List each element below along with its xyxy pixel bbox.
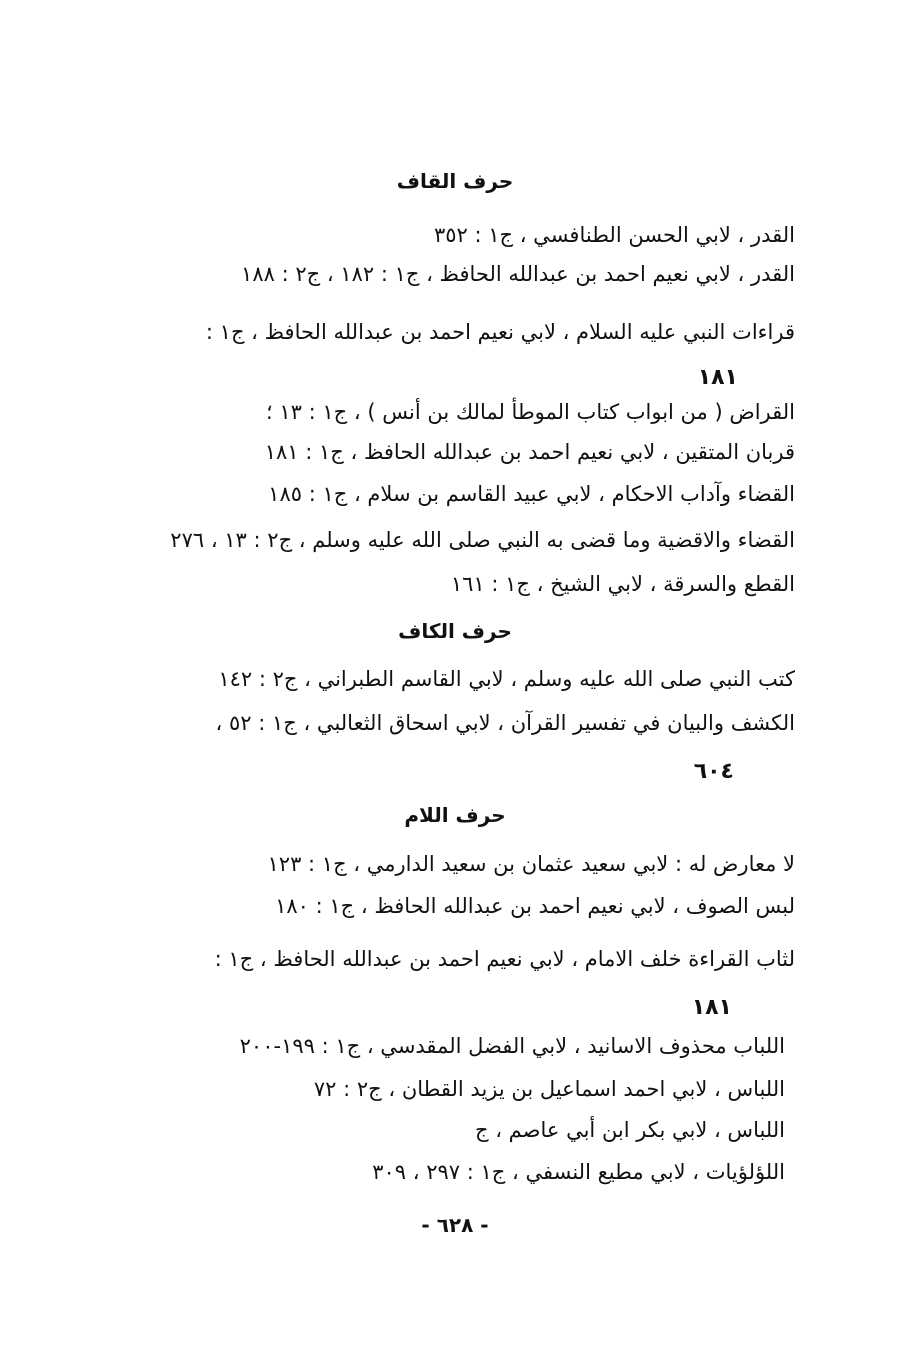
section-heading-lam: حرف اللام — [404, 803, 506, 827]
index-entry-continuation: ١٨١ — [691, 995, 732, 1020]
index-entry-continuation: ٦٠٤ — [693, 759, 734, 784]
index-entry: قراءات النبي عليه السلام ، لابي نعيم احمد بن عبدالله الحافظ ، ج١ : — [205, 320, 795, 344]
index-entry: اللؤلؤيات ، لابي مطيع النسفي ، ج١ : ٢٩٧ ، ٣٠٩ — [372, 1160, 785, 1184]
section-heading-qaf: حرف القاف — [396, 169, 514, 193]
index-entry: القطع والسرقة ، لابي الشيخ ، ج١ : ١٦١ — [450, 572, 795, 596]
index-entry: القضاء والاقضية وما قضى به النبي صلى الله عليه وسلم ، ج٢ : ١٣ ، ٢٧٦ — [170, 528, 795, 552]
index-entry: اللباس ، لابي بكر ابن أبي عاصم ، ج — [474, 1118, 785, 1142]
index-entry: كتب النبي صلى الله عليه وسلم ، لابي القاسم الطبراني ، ج٢ : ١٤٢ — [218, 667, 795, 691]
index-entry: القدر ، لابي نعيم احمد بن عبدالله الحافظ ، ج١ : ١٨٢ ، ج٢ : ١٨٨ — [241, 262, 795, 286]
index-entry: الكشف والبيان في تفسير القرآن ، لابي اسحاق الثعالبي ، ج١ : ٥٢ ، — [215, 711, 795, 735]
index-entry: القراض ( من ابواب كتاب الموطأ لمالك بن أنس ) ، ج١ : ١٣ ؛ — [266, 400, 795, 424]
index-entry: القضاء وآداب الاحكام ، لابي عبيد القاسم بن سلام ، ج١ : ١٨٥ — [268, 482, 795, 506]
index-entry: لبس الصوف ، لابي نعيم احمد بن عبدالله الحافظ ، ج١ : ١٨٠ — [275, 894, 795, 918]
index-entry: اللباس ، لابي احمد اسماعيل بن يزيد القطان ، ج٢ : ٧٢ — [313, 1077, 785, 1101]
index-entry: قربان المتقين ، لابي نعيم احمد بن عبدالله الحافظ ، ج١ : ١٨١ — [264, 440, 795, 464]
index-entry: لثاب القراءة خلف الامام ، لابي نعيم احمد بن عبدالله الحافظ ، ج١ : — [214, 947, 795, 971]
index-entry: لا معارض له : لابي سعيد عثمان بن سعيد الدارمي ، ج١ : ١٢٣ — [267, 852, 795, 876]
page-number: - ٦٢٨ - — [421, 1213, 489, 1237]
index-entry: اللباب محذوف الاسانيد ، لابي الفضل المقدسي ، ج١ : ١٩٩-٢٠٠ — [239, 1034, 785, 1058]
section-heading-kaf: حرف الكاف — [398, 619, 512, 643]
index-entry-continuation: ١٨١ — [697, 365, 738, 390]
index-entry: القدر ، لابي الحسن الطنافسي ، ج١ : ٣٥٢ — [433, 223, 795, 247]
